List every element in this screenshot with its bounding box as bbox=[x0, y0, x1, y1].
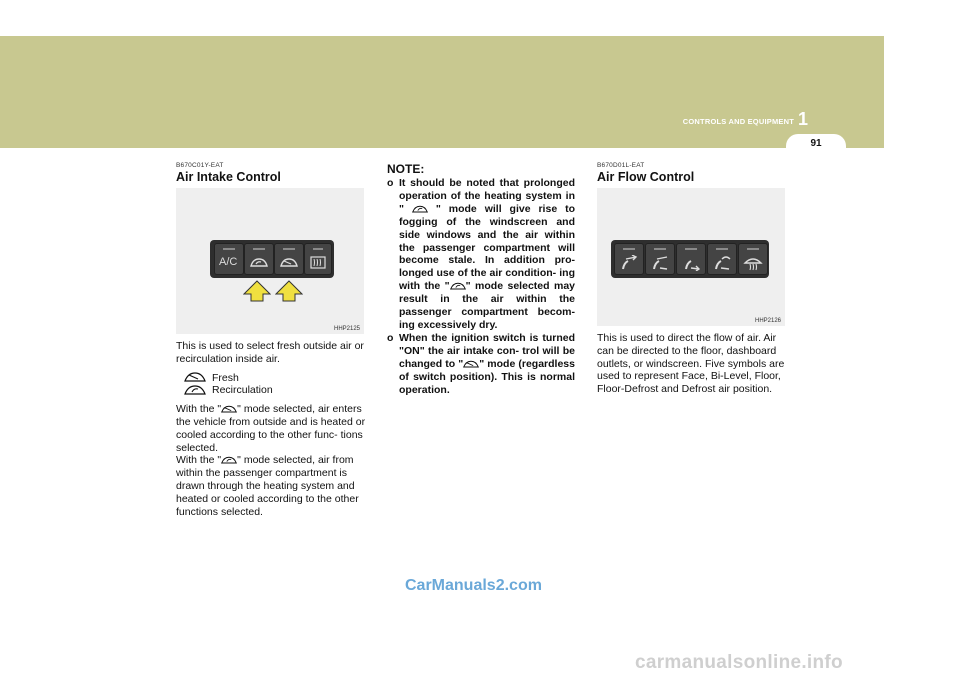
fresh-air-button bbox=[274, 243, 304, 275]
air-flow-section bbox=[597, 162, 787, 396]
rear-defrost-button bbox=[304, 243, 332, 275]
intake-legend bbox=[184, 372, 366, 398]
section-heading: Air Flow Control bbox=[597, 170, 695, 184]
ac-button bbox=[214, 243, 244, 275]
fresh-mode-text: With the " " mode selected, air enters the vehicle from outside and is heated or cooled according to the other func- tions selected. With the " " mode selected, air from within the passenger compartment is drawn through the heating system and heated or cooled according to the other functions selected. bbox=[176, 403, 366, 518]
note-item: o It should be noted that prolonged operation of the heating system in " " mode will give rise to fogging of the windscreen and side windows and the air within the passenger compartment will become stale. In addition pro- longed use of the air condition- ing with the " " mode selected may result in the air within the passenger compartment becom- ing excessively dry. bbox=[387, 177, 575, 331]
legend-label: Fresh bbox=[212, 371, 239, 384]
legend-item-fresh bbox=[184, 372, 366, 385]
section-heading: Air Intake Control bbox=[176, 170, 281, 184]
header-band bbox=[0, 36, 884, 148]
note-item: o When the ignition switch is turned "ON" the air intake con- trol will be changed to " " mode (regardless of switch position). This is normal operation. bbox=[387, 331, 575, 396]
floor-mode-button bbox=[676, 243, 706, 275]
note-title: NOTE: bbox=[387, 162, 425, 176]
legend-label: Recirculation bbox=[212, 384, 273, 397]
rear-defrost-icon bbox=[310, 256, 326, 270]
recirculation-icon bbox=[221, 456, 237, 465]
chapter-number: 1 bbox=[798, 109, 809, 129]
recirculation-icon bbox=[450, 282, 466, 291]
figure-code: HHP2125 bbox=[333, 326, 360, 332]
pointer-arrow-icon bbox=[243, 280, 271, 302]
recirculation-icon bbox=[412, 205, 428, 214]
ac-label: A/C bbox=[219, 256, 238, 268]
watermark-link[interactable]: CarManuals2.com bbox=[405, 577, 542, 594]
face-mode-icon bbox=[620, 255, 638, 271]
note-section bbox=[387, 162, 575, 396]
control-panel bbox=[210, 240, 334, 278]
page-number: 91 bbox=[810, 138, 822, 149]
recirculation-icon bbox=[249, 257, 269, 269]
defrost-button bbox=[738, 243, 768, 275]
intro-text: This is used to select fresh outside air or recirculation inside air. bbox=[176, 340, 364, 365]
fresh-air-icon bbox=[463, 360, 479, 369]
defrost-icon bbox=[743, 255, 763, 271]
floor-mode-icon bbox=[682, 255, 700, 271]
note-list bbox=[387, 177, 575, 396]
section-code: B670D01L-EAT bbox=[597, 162, 645, 169]
face-mode-button bbox=[614, 243, 644, 275]
air-intake-section bbox=[176, 162, 366, 518]
fresh-air-icon bbox=[279, 257, 299, 269]
chapter-title: CONTROLS AND EQUIPMENT bbox=[682, 117, 794, 126]
bi-level-button bbox=[645, 243, 675, 275]
legend-item-recirculation bbox=[184, 384, 366, 397]
pointer-arrow-icon bbox=[275, 280, 303, 302]
figure-code: HHP2126 bbox=[754, 318, 781, 324]
floor-defrost-icon bbox=[712, 255, 732, 271]
floor-defrost-button bbox=[707, 243, 737, 275]
section-code: B670C01Y-EAT bbox=[176, 162, 224, 169]
footer-watermark: carmanualsonline.info bbox=[635, 652, 843, 673]
fresh-air-icon bbox=[221, 405, 237, 414]
recirculation-icon bbox=[184, 385, 206, 396]
air-flow-figure bbox=[597, 188, 785, 326]
air-intake-figure bbox=[176, 188, 364, 334]
air-flow-text: This is used to direct the flow of air. Air can be directed to the floor, dashboard outlets, or windscreen. Five symbols are used to represent Face, Bi-Level, Floor, Floor-Defrost and Defrost air position. bbox=[597, 332, 785, 396]
mode-panel bbox=[611, 240, 769, 278]
bi-level-icon bbox=[651, 255, 669, 271]
recirculation-button bbox=[244, 243, 274, 275]
fresh-air-icon bbox=[184, 372, 206, 383]
